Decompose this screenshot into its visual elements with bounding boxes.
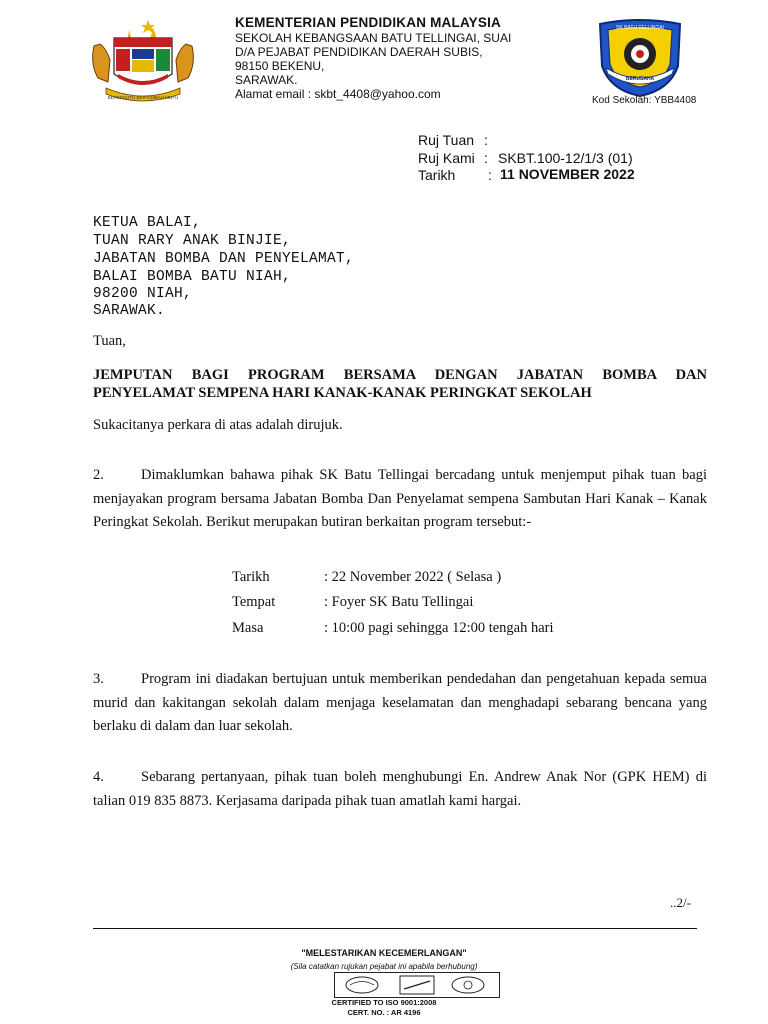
detail-value-masa: : 10:00 pagi sehingga 12:00 tengah hari — [324, 620, 554, 636]
ruj-kami-value: SKBT.100-12/1/3 (01) — [498, 150, 633, 166]
paragraph-2 — [93, 464, 707, 535]
footer-motto: "MELESTARIKAN KECEMERLANGAN" — [301, 948, 467, 958]
certification-text: CERTIFIED TO ISO 9001:2008 — [331, 998, 437, 1007]
address-line-3: 98150 BEKENU, — [235, 59, 325, 73]
badge-top-text: SK BATU TELLINGAI — [616, 25, 664, 31]
recipient-line-2: TUAN RARY ANAK BINJIE, — [93, 233, 292, 249]
ruj-kami-colon: : — [484, 150, 488, 166]
badge-motto-text: BERUSAHA — [625, 76, 655, 82]
ministry-name: KEMENTERIAN PENDIDIKAN MALAYSIA — [235, 15, 501, 30]
paragraph-text: Dimaklumkan bahawa pihak SK Batu Tellingai bercadang untuk menjemput pihak tuan bagi menjayakan program bersama Jabatan Bomba Dan Penyelamat sempena Sambutan Hari Kanak – Kanak Peringkat Sekolah. Berikut merupakan butiran berkaitan program tersebut:- — [93, 467, 707, 530]
recipient-line-1: KETUA BALAI, — [93, 215, 202, 231]
recipient-line-5: 98200 NIAH, — [93, 286, 193, 302]
subject-line-2: PENYELAMAT SEMPENA HARI KANAK-KANAK PERINGKAT SEKOLAH — [93, 385, 592, 401]
next-page-marker: ..2/- — [670, 895, 691, 910]
paragraph-3 — [93, 668, 707, 739]
school-code: Kod Sekolah: YBB4408 — [592, 95, 697, 106]
subject-line-1: JEMPUTAN BAGI PROGRAM BERSAMA DENGAN JABATAN BOMBA DAN — [93, 367, 707, 383]
recipient-line-4: BALAI BOMBA BATU NIAH, — [93, 269, 292, 285]
address-line-1: SEKOLAH KEBANGSAAN BATU TELLINGAI, SUAI — [235, 31, 512, 45]
paragraph-number: 4. — [93, 769, 104, 785]
address-line-2: D/A PEJABAT PENDIDIKAN DAERAH SUBIS, — [235, 45, 483, 59]
school-email: Alamat email : skbt_4408@yahoo.com — [235, 87, 441, 101]
paragraph-4 — [93, 766, 707, 813]
recipient-line-3: JABATAN BOMBA DAN PENYELAMAT, — [93, 251, 355, 267]
recipient-line-6: SARAWAK. — [93, 303, 166, 319]
opening-sentence: Sukacitanya perkara di atas adalah dirujuk. — [93, 417, 343, 433]
tarikh-colon: : — [488, 167, 492, 183]
certification-logos — [334, 972, 500, 998]
ruj-tuan-label: Ruj Tuan — [418, 132, 475, 148]
footer-divider — [93, 928, 697, 929]
detail-label-tempat: Tempat — [232, 594, 276, 610]
paragraph-number: 2. — [93, 467, 104, 483]
address-line-4: SARAWAK. — [235, 73, 298, 87]
salutation: Tuan, — [93, 333, 126, 349]
detail-value-tarikh: : 22 November 2022 ( Selasa ) — [324, 569, 502, 585]
ruj-tuan-colon: : — [484, 132, 488, 148]
paragraph-number: 3. — [93, 671, 104, 687]
certification-number: CERT. NO. : AR 4196 — [347, 1008, 421, 1017]
letter-date: 11 NOVEMBER 2022 — [500, 166, 635, 182]
paragraph-text: Program ini diadakan bertujuan untuk memberikan pendedahan dan pengetahuan kepada semua murid dan kakitangan sekolah dalam menjaga keselamatan dan menghadapi sebarang bencana yang berlaku di dalam dan luar sekolah. — [93, 671, 707, 734]
detail-value-tempat: : Foyer SK Batu Tellingai — [324, 594, 474, 610]
footer-note: (Sila catatkan rujukan pejabat ini apabila berhubung) — [290, 962, 478, 971]
malaysia-coat-of-arms-icon — [88, 16, 198, 108]
sk-batu-tellingai-badge-icon — [592, 16, 688, 98]
detail-label-tarikh: Tarikh — [232, 569, 270, 585]
detail-label-masa: Masa — [232, 620, 264, 636]
ruj-kami-label: Ruj Kami — [418, 150, 475, 166]
paragraph-text: Sebarang pertanyaan, pihak tuan boleh menghubungi En. Andrew Anak Nor (GPK HEM) di talian 019 835 8873. Kerjasama daripada pihak tuan amatlah kami hargai. — [93, 769, 707, 809]
svg-text:BERSEKUTU BERTAMBAH MUTU: BERSEKUTU BERTAMBAH MUTU — [107, 95, 179, 100]
tarikh-label: Tarikh — [418, 167, 456, 183]
